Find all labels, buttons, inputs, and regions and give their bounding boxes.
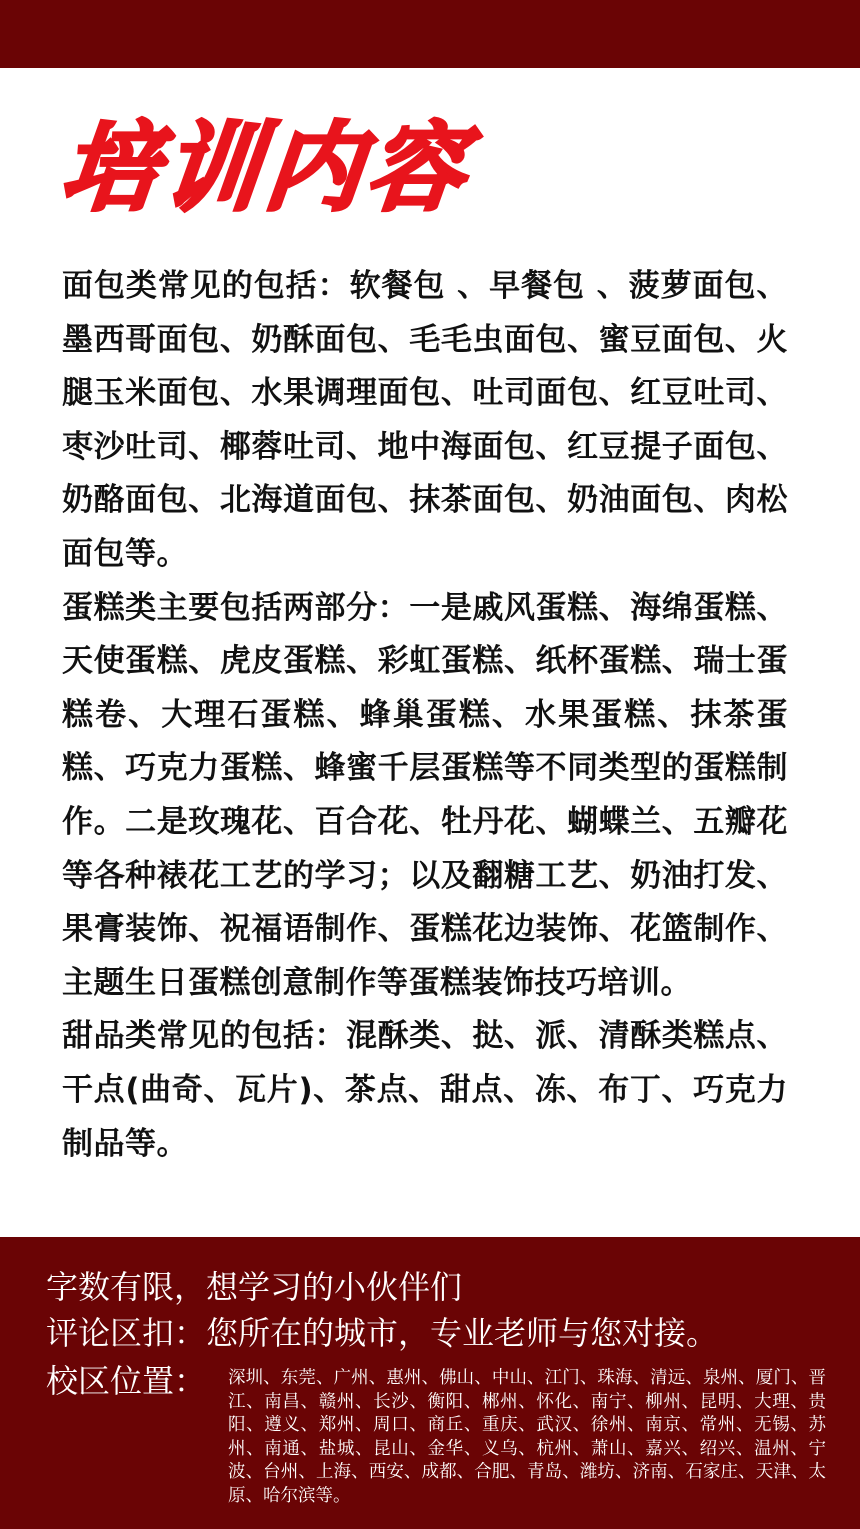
bread-paragraph: 面包类常见的包括：软餐包 、早餐包 、菠萝面包、墨西哥面包、奶酥面包、毛毛虫面包、蜜豆面包、火腿玉米面包、水果调理面包、吐司面包、红豆吐司、枣沙吐司、椰蓉吐司、地中海面包、红豆提子面包、奶酪面包、北海道面包、抹茶面包、奶油面包、肉松面包等。 [62, 268, 788, 572]
footer-invite-text: 字数有限，想学习的小伙伴们 [46, 1268, 463, 1306]
dessert-paragraph: 甜品类常见的包括：混酥类、挞、派、清酥类糕点、干点(曲奇、瓦片)、茶点、甜点、冻、布丁、巧克力制品等。 [62, 1018, 788, 1162]
page-title: 培训内容 [56, 112, 476, 224]
campus-city-list: 深圳、东莞、广州、惠州、佛山、中山、江门、珠海、清远、泉州、厦门、晋江、南昌、赣州、长沙、衡阳、郴州、怀化、南宁、柳州、昆明、大理、贵阳、遵义、郑州、周口、商丘、重庆、武汉、徐州、南京、常州、无锡、苏州、南通、盐城、昆山、金华、义乌、杭州、萧山、嘉兴、绍兴、温州、宁波、台州、上海、西安、成都、合肥、青岛、潍坊、济南、石家庄、天津、太原、哈尔滨等。 [228, 1368, 826, 1506]
footer-panel [0, 1237, 860, 1529]
top-banner-band [0, 0, 860, 68]
campus-label: 校区位置： [46, 1362, 207, 1400]
training-content [62, 260, 788, 1171]
cake-paragraph: 蛋糕类主要包括两部分：一是戚风蛋糕、海绵蛋糕、天使蛋糕、虎皮蛋糕、彩虹蛋糕、纸杯蛋糕、瑞士蛋糕卷、大理石蛋糕、蜂巢蛋糕、水果蛋糕、抹茶蛋糕、巧克力蛋糕、蜂蜜千层蛋糕等不同类型的蛋糕制作。二是玫瑰花、百合花、牡丹花、蝴蝶兰、五瓣花等各种裱花工艺的学习；以及翻糖工艺、奶油打发、果膏装饰、祝福语制作、蛋糕花边装饰、花篮制作、主题生日蛋糕创意制作等蛋糕装饰技巧培训。 [62, 589, 788, 1001]
footer-comment-text: 评论区扣：您所在的城市，专业老师与您对接。 [46, 1314, 719, 1352]
